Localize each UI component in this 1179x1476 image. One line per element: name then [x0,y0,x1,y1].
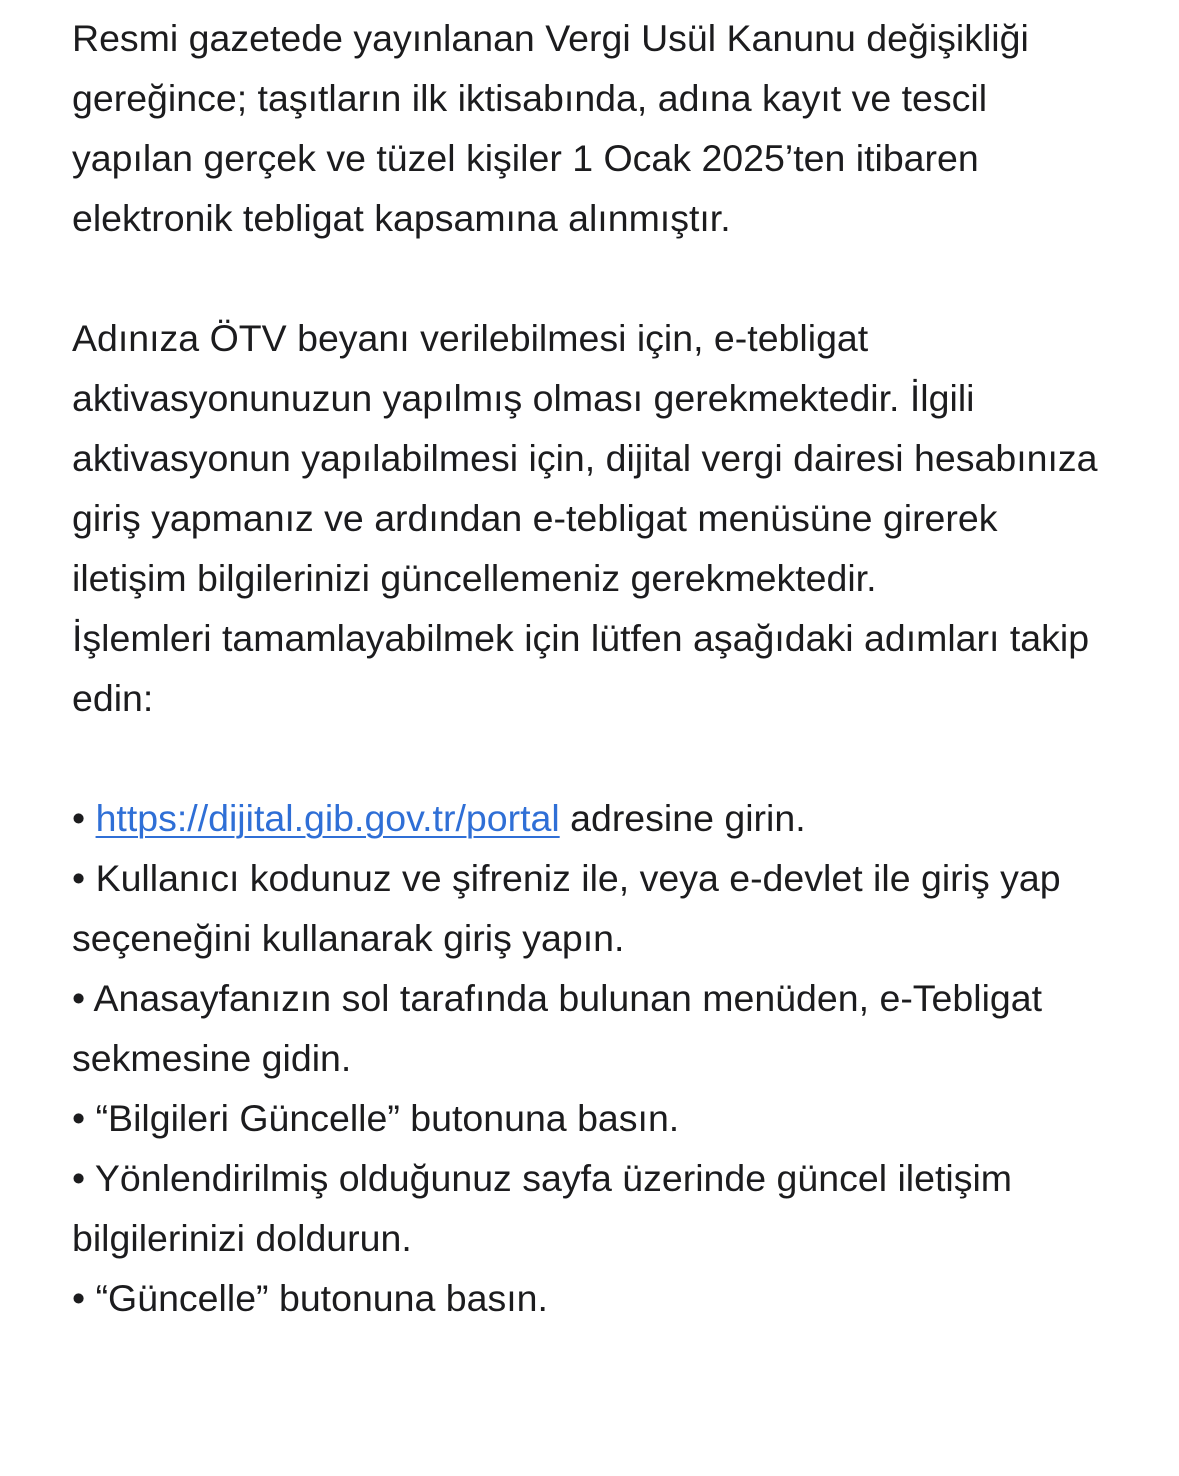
bullet-icon: • [72,1277,86,1319]
steps-list [72,788,1112,1328]
bullet-icon: • [72,857,86,899]
bullet-icon: • [72,797,86,839]
paragraph-steps-intro: İşlemleri tamamlayabilmek için lütfen aşağıdaki adımları takip edin: [72,617,1090,719]
step-text: “Güncelle” butonuna basın. [95,1277,548,1319]
list-item [72,848,1112,968]
step-text: Yönlendirilmiş olduğunuz sayfa üzerinde güncel iletişim bilgilerinizi doldurun. [72,1157,1013,1259]
bullet-icon: • [72,1157,86,1199]
bullet-icon: • [72,977,86,1019]
spacer [72,248,1112,308]
list-item [72,1088,1112,1148]
paragraph-etebligat-requirement: Adınıza ÖTV beyanı verilebilmesi için, e-tebligat aktivasyonunuzun yapılmış olması gerekmektedir. İlgili aktivasyonun yapılabilmesi için, dijital vergi dairesi hesabınıza giriş yapmanız ve ardından e-tebligat menüsüne girerek iletişim bilgilerinizi güncellemeniz gerekmektedir. [72,317,1098,599]
portal-link[interactable]: https://dijital.gib.gov.tr/portal [95,797,560,839]
spacer [72,728,1112,788]
paragraph-law-change: Resmi gazetede yayınlanan Vergi Usül Kanunu değişikliği gereğince; taşıtların ilk iktisabında, adına kayıt ve tescil yapılan gerçek ve tüzel kişiler 1 Ocak 2025’ten itibaren elektronik tebligat kapsamına alınmıştır. [72,17,1029,239]
step-text: “Bilgileri Güncelle” butonuna basın. [95,1097,680,1139]
list-item [72,1268,1112,1328]
step-text: Anasayfanızın sol tarafında bulunan menüden, e-Tebligat sekmesine gidin. [72,977,1043,1079]
list-item [72,1148,1112,1268]
list-item [72,788,1112,848]
step-text: adresine girin. [559,797,806,839]
bullet-icon: • [72,1097,86,1139]
email-body [72,8,1112,1328]
list-item [72,968,1112,1088]
step-text: Kullanıcı kodunuz ve şifreniz ile, veya e-devlet ile giriş yap seçeneğini kullanarak giriş yapın. [72,857,1061,959]
